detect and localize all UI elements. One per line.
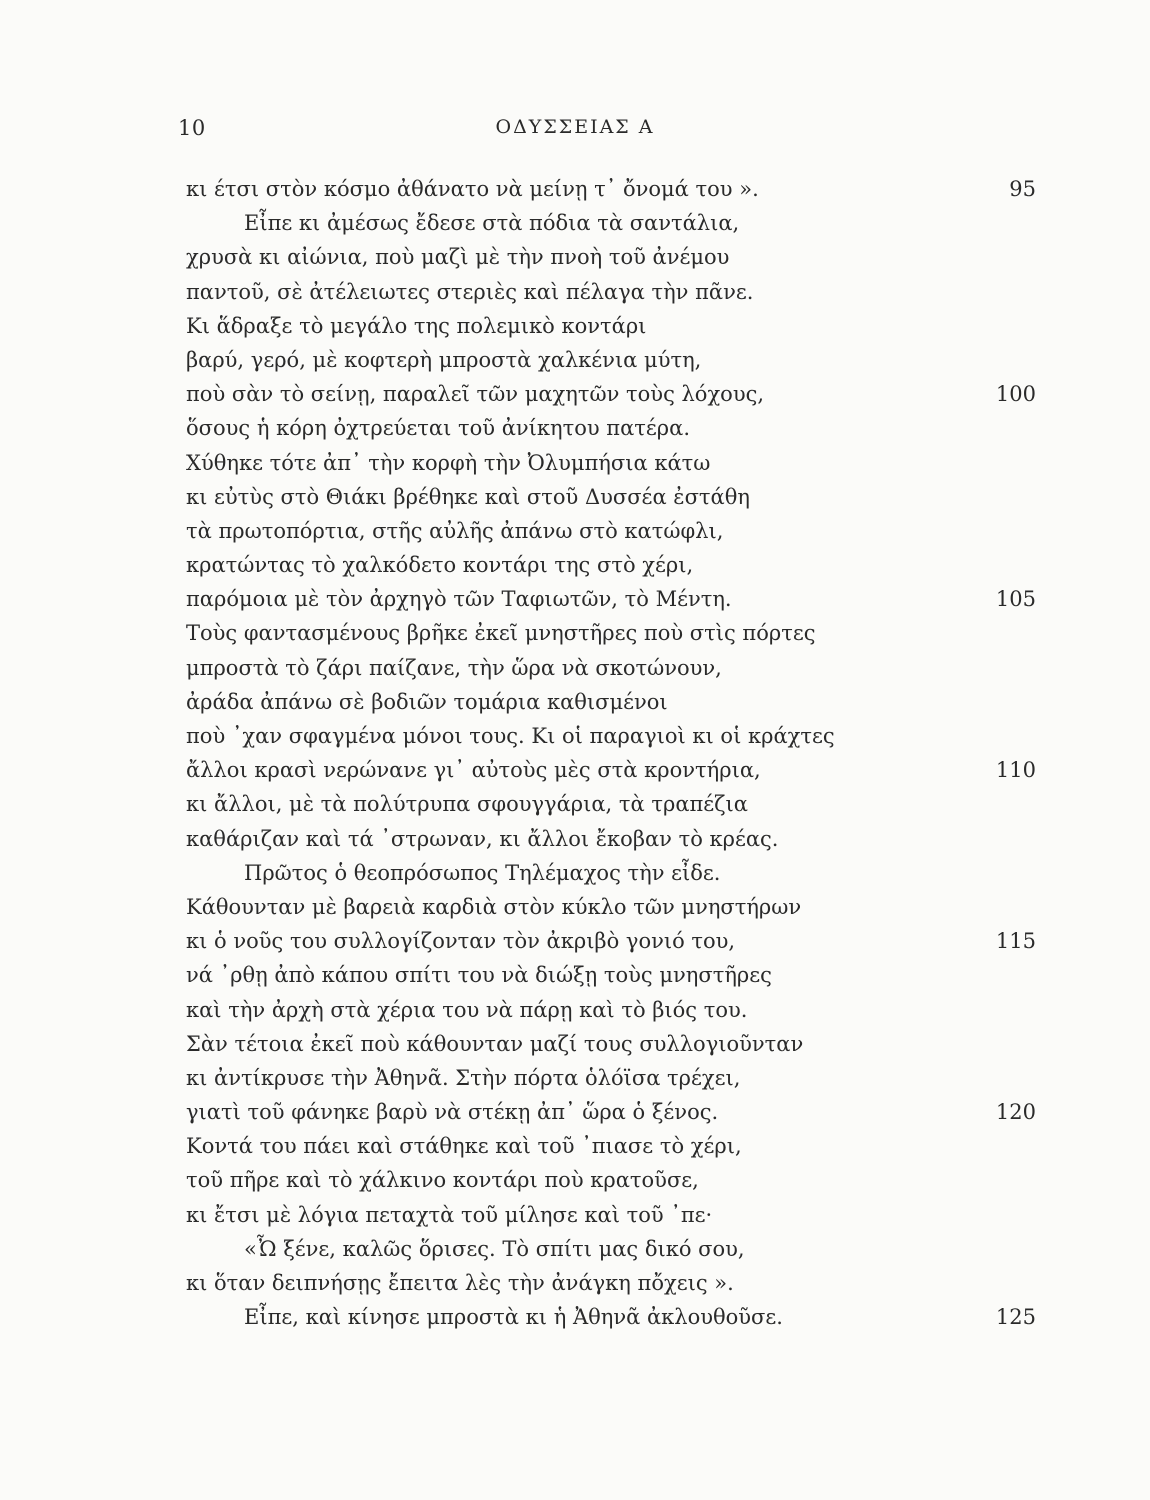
verse-number: 100 — [995, 382, 1036, 407]
verse-text: «Ὦ ξένε, καλῶς ὅρισες. Τὸ σπίτι μας δικό σου, — [244, 1236, 745, 1261]
verse-text: Εἶπε, καὶ κίνησε μπροστὰ κι ἡ Ἀθηνᾶ ἀκλουθοῦσε. — [244, 1305, 783, 1330]
verse-number: 95 — [1009, 177, 1036, 201]
verse-text: βαρύ, γερό, μὲ κοφτερὴ μπροστὰ χαλκένια μύτη, — [186, 347, 702, 372]
verse-line — [186, 993, 1036, 1027]
verse-text: Εἶπε κι ἀμέσως ἔδεσε στὰ πόδια τὰ σαντάλια, — [244, 211, 740, 236]
running-title: ΟΔΥΣΣΕΙΑΣ Α — [495, 116, 655, 138]
verse-line — [186, 616, 1036, 650]
verse-text: ποὺ σὰν τὸ σείνῃ, παραλεῖ τῶν μαχητῶν τοὺς λόχους, — [186, 382, 765, 407]
verse-line — [186, 240, 1036, 274]
verse-line — [186, 172, 1036, 206]
verse-line — [186, 1129, 1036, 1163]
verse-line — [186, 719, 1036, 753]
verse-line — [186, 446, 1036, 480]
verse-text: ποὺ ᾽χαν σφαγμένα μόνοι τους. Κι οἱ παραγιοὶ κι οἱ κράχτες — [186, 724, 835, 748]
verse-text: κι ἔτσι μὲ λόγια πεταχτὰ τοῦ μίλησε καὶ τοῦ ᾽πε· — [186, 1202, 713, 1227]
verse-text: Κάθουνταν μὲ βαρειὰ καρδιὰ στὸν κύκλο τῶν μνηστήρων — [186, 894, 802, 919]
verse-number: 120 — [995, 1100, 1036, 1125]
verse-line — [186, 651, 1036, 685]
verse-text: κρατώντας τὸ χαλκόδετο κοντάρι της στὸ χέρι, — [186, 553, 694, 578]
verse-line — [186, 958, 1036, 992]
verse-line — [186, 822, 1036, 856]
verse-text: τὰ πρωτοπόρτια, στῆς αὐλῆς ἀπάνω στὸ κατώφλι, — [186, 518, 724, 543]
verse-line — [186, 1061, 1036, 1095]
verse-line — [186, 856, 1036, 890]
verse-text: παρόμοια μὲ τὸν ἀρχηγὸ τῶν Ταφιωτῶν, τὸ Μέντη. — [186, 587, 732, 612]
verse-text: ἄλλοι κρασὶ νερώνανε γι᾽ αὐτοὺς μὲς στὰ κροντήρια, — [186, 758, 761, 783]
verse-text: νά ᾽ρθῃ ἀπὸ κάπου σπίτι του νὰ διώξῃ τοὺς μνηστῆρες — [186, 963, 772, 988]
verse-line — [186, 275, 1036, 309]
verse-list — [186, 172, 1036, 1334]
verse-text: Πρῶτος ὁ θεοπρόσωπος Τηλέμαχος τὴν εἶδε. — [244, 860, 721, 885]
verse-text: κι έτσι στὸν κόσμο ἀθάνατο νὰ μείνῃ τ᾽ ὄνομά του ». — [186, 177, 759, 201]
verse-text: καὶ τὴν ἀρχὴ στὰ χέρια του νὰ πάρῃ καὶ τὸ βιός του. — [186, 997, 748, 1022]
verse-line — [186, 1232, 1036, 1266]
verse-text: κι ὅταν δειπνήσῃς ἔπειτα λὲς τὴν ἀνάγκη πὄχεις ». — [186, 1271, 734, 1295]
verse-line — [186, 890, 1036, 924]
verse-line — [186, 1300, 1036, 1334]
verse-number: 110 — [995, 758, 1036, 783]
verse-line — [186, 1266, 1036, 1300]
verse-text: ὅσους ἡ κόρη ὀχτρεύεται τοῦ ἀνίκητου πατέρα. — [186, 416, 690, 441]
verse-line — [186, 411, 1036, 445]
verse-line — [186, 924, 1036, 958]
verse-text: Κοντά του πάει καὶ στάθηκε καὶ τοῦ ᾽πιασε τὸ χέρι, — [186, 1134, 742, 1159]
verse-line — [186, 1027, 1036, 1061]
verse-line — [186, 1163, 1036, 1197]
verse-line — [186, 206, 1036, 240]
verse-text: καθάριζαν καὶ τά ᾽στρωναν, κι ἄλλοι ἔκοβαν τὸ κρέας. — [186, 826, 779, 851]
verse-line — [186, 753, 1036, 787]
verse-text: τοῦ πῆρε καὶ τὸ χάλκινο κοντάρι ποὺ κρατοῦσε, — [186, 1168, 699, 1193]
verse-line — [186, 343, 1036, 377]
verse-text: κι ὁ νοῦς του συλλογίζονταν τὸν ἀκριβὸ γονιό του, — [186, 929, 736, 954]
verse-text: γιατὶ τοῦ φάνηκε βαρὺ νὰ στέκῃ ἀπ᾽ ὥρα ὁ ξένος. — [186, 1100, 719, 1125]
verse-text: παντοῦ, σὲ ἀτέλειωτες στεριὲς καὶ πέλαγα τὴν πᾶνε. — [186, 279, 754, 304]
verse-text: Χύθηκε τότε ἀπ᾽ τὴν κορφὴ τὴν Ὀλυμπήσια κάτω — [186, 450, 711, 475]
verse-text: κι ἄλλοι, μὲ τὰ πολύτρυπα σφουγγάρια, τὰ τραπέζια — [186, 792, 748, 817]
verse-number: 115 — [995, 929, 1036, 954]
verse-text: Τοὺς φαντασμένους βρῆκε ἐκεῖ μνηστῆρες ποὺ στὶς πόρτες — [186, 621, 816, 646]
verse-text: Κι ἅδραξε τὸ μεγάλο της πολεμικὸ κοντάρι — [186, 313, 647, 338]
verse-text: χρυσὰ κι αἰώνια, ποὺ μαζὶ μὲ τὴν πνοὴ τοῦ ἀνέμου — [186, 245, 730, 270]
verse-text: μπροστὰ τὸ ζάρι παίζανε, τὴν ὥρα νὰ σκοτώνουν, — [186, 655, 722, 680]
verse-number: 105 — [995, 587, 1036, 612]
page-header — [0, 116, 1150, 146]
verse-line — [186, 377, 1036, 411]
verse-text: κι ἀντίκρυσε τὴν Ἀθηνᾶ. Στὴν πόρτα ὁλόϊσα τρέχει, — [186, 1065, 741, 1090]
verse-line — [186, 685, 1036, 719]
verse-text: ἀράδα ἀπάνω σὲ βοδιῶν τομάρια καθισμένοι — [186, 689, 668, 714]
verse-line — [186, 787, 1036, 821]
verse-line — [186, 309, 1036, 343]
verse-line — [186, 1095, 1036, 1129]
verse-line — [186, 582, 1036, 616]
verse-line — [186, 480, 1036, 514]
verse-text: Σὰν τέτοια ἐκεῖ ποὺ κάθουνταν μαζί τους συλλογιοῦνταν — [186, 1031, 804, 1056]
verse-number: 125 — [995, 1305, 1036, 1330]
verse-line — [186, 548, 1036, 582]
verse-text: κι εὐτὺς στὸ Θιάκι βρέθηκε καὶ στοῦ Δυσσέα ἐστάθη — [186, 484, 750, 509]
verse-line — [186, 1198, 1036, 1232]
verse-line — [186, 514, 1036, 548]
page-number: 10 — [178, 116, 206, 140]
